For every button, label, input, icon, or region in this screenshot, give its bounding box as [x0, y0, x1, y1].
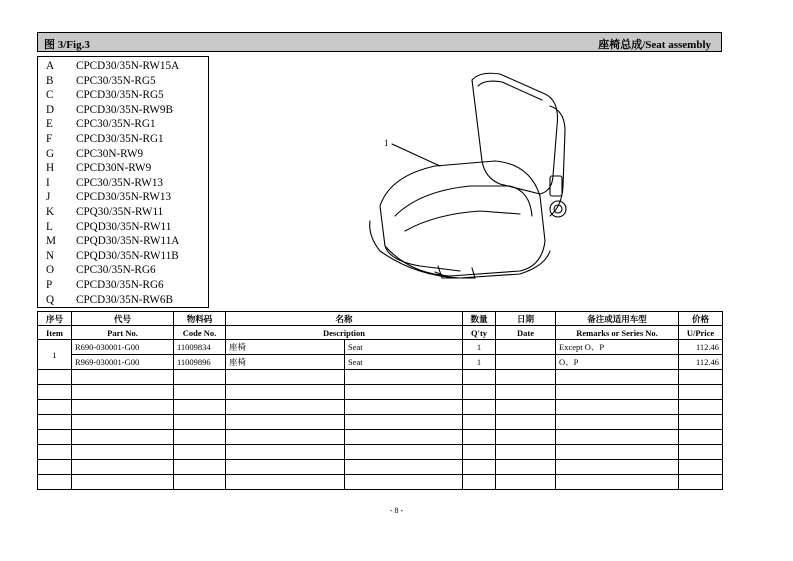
- empty-cell: [556, 415, 679, 430]
- model-row: [38, 293, 208, 308]
- desc-cn: 座椅: [226, 340, 345, 355]
- model-code: CPCD30N-RW9: [76, 162, 152, 175]
- empty-cell: [496, 475, 556, 490]
- model-key: O: [46, 264, 55, 277]
- model-code: CPCD30/35N-RW6B: [76, 293, 173, 306]
- qty: 1: [463, 340, 496, 355]
- empty-cell: [38, 415, 72, 430]
- date: [496, 340, 556, 355]
- empty-cell: [226, 385, 345, 400]
- col-code-en: Code No.: [174, 326, 226, 340]
- empty-cell: [463, 385, 496, 400]
- price: 112.46: [679, 340, 723, 355]
- col-price-cn: 价格: [679, 312, 723, 326]
- model-key: Q: [46, 293, 55, 306]
- model-key: B: [46, 74, 54, 87]
- empty-row: [38, 370, 723, 385]
- empty-row: [38, 385, 723, 400]
- empty-cell: [463, 430, 496, 445]
- model-row: [38, 234, 208, 249]
- desc-en: Seat: [345, 340, 463, 355]
- remarks: Except O、P: [556, 340, 679, 355]
- empty-cell: [463, 475, 496, 490]
- empty-cell: [174, 475, 226, 490]
- model-key: E: [46, 118, 53, 131]
- empty-cell: [38, 475, 72, 490]
- col-desc-en: Description: [226, 326, 463, 340]
- empty-cell: [38, 460, 72, 475]
- empty-cell: [72, 400, 174, 415]
- col-remarks-cn: 备注或适用车型: [556, 312, 679, 326]
- model-list: [37, 56, 209, 308]
- model-row: [38, 220, 208, 235]
- model-key: K: [46, 206, 55, 218]
- empty-cell: [345, 370, 463, 385]
- empty-cell: [38, 400, 72, 415]
- table-row: [38, 340, 723, 355]
- empty-cell: [174, 460, 226, 475]
- empty-cell: [679, 400, 723, 415]
- part-no: R690-030001-G00: [72, 340, 174, 355]
- model-code: CPQD30/35N-RW11: [76, 220, 172, 233]
- empty-cell: [72, 415, 174, 430]
- empty-cell: [496, 400, 556, 415]
- model-row: [38, 88, 208, 103]
- model-key: F: [46, 133, 53, 145]
- model-code: CPCD30/35N-RG5: [76, 89, 164, 102]
- empty-cell: [556, 460, 679, 475]
- empty-cell: [226, 370, 345, 385]
- model-row: [38, 147, 208, 162]
- model-code: CPC30/35N-RG1: [76, 118, 156, 131]
- code-no: 11009896: [174, 355, 226, 370]
- model-row: [38, 74, 208, 89]
- figure-header: [37, 32, 722, 52]
- empty-cell: [38, 370, 72, 385]
- table-row: [38, 355, 723, 370]
- assembly-title: 座椅总成/Seat assembly: [598, 39, 711, 51]
- empty-cell: [226, 400, 345, 415]
- empty-row: [38, 460, 723, 475]
- col-date-cn: 日期: [496, 312, 556, 326]
- empty-cell: [38, 385, 72, 400]
- col-part-cn: 代号: [72, 312, 174, 326]
- col-qty-en: Q'ty: [463, 326, 496, 340]
- empty-cell: [226, 475, 345, 490]
- model-code: CPQD30/35N-RW11B: [76, 249, 179, 262]
- empty-cell: [556, 445, 679, 460]
- model-code: CPCD30/35N-RG1: [76, 133, 164, 145]
- model-key: A: [46, 60, 55, 72]
- empty-cell: [496, 370, 556, 385]
- empty-cell: [463, 400, 496, 415]
- empty-row: [38, 445, 723, 460]
- item-number: 1: [38, 340, 72, 370]
- seat-illustration: [360, 66, 585, 281]
- col-desc-cn: 名称: [226, 312, 463, 326]
- model-code: CPC30/35N-RG5: [76, 74, 156, 87]
- empty-row: [38, 400, 723, 415]
- empty-cell: [72, 385, 174, 400]
- empty-cell: [345, 475, 463, 490]
- model-row: [38, 263, 208, 278]
- model-code: CPCD30/35N-RW9B: [76, 103, 173, 116]
- model-key: D: [46, 103, 55, 116]
- model-row: [38, 59, 208, 74]
- model-code: CPCD30/35N-RW13: [76, 191, 172, 204]
- empty-cell: [38, 430, 72, 445]
- empty-cell: [345, 430, 463, 445]
- empty-cell: [463, 460, 496, 475]
- date: [496, 355, 556, 370]
- empty-cell: [679, 475, 723, 490]
- col-date-en: Date: [496, 326, 556, 340]
- empty-cell: [556, 430, 679, 445]
- empty-cell: [72, 460, 174, 475]
- empty-cell: [496, 460, 556, 475]
- empty-cell: [556, 475, 679, 490]
- empty-cell: [174, 445, 226, 460]
- model-code: CPC30N-RW9: [76, 147, 144, 160]
- price: 112.46: [679, 355, 723, 370]
- model-key: J: [46, 191, 51, 204]
- model-key: G: [46, 147, 55, 160]
- desc-en: Seat: [345, 355, 463, 370]
- model-code: CPCD30/35N-RW15A: [76, 60, 180, 72]
- empty-cell: [72, 370, 174, 385]
- col-part-en: Part No.: [72, 326, 174, 340]
- col-code-cn: 物料码: [174, 312, 226, 326]
- empty-cell: [174, 370, 226, 385]
- empty-cell: [345, 400, 463, 415]
- model-row: [38, 103, 208, 118]
- model-row: [38, 205, 208, 220]
- model-code: CPQ30/35N-RW11: [76, 206, 164, 218]
- model-row: [38, 132, 208, 147]
- model-key: N: [46, 249, 55, 262]
- empty-cell: [463, 445, 496, 460]
- model-code: CPC30/35N-RW13: [76, 176, 164, 189]
- model-key: C: [46, 89, 54, 102]
- empty-cell: [345, 385, 463, 400]
- empty-cell: [679, 430, 723, 445]
- qty: 1: [463, 355, 496, 370]
- model-code: CPQD30/35N-RW11A: [76, 235, 180, 248]
- empty-cell: [226, 445, 345, 460]
- empty-cell: [679, 385, 723, 400]
- model-code: CPCD30/35N-RG6: [76, 279, 164, 291]
- empty-cell: [556, 385, 679, 400]
- empty-row: [38, 415, 723, 430]
- model-key: P: [46, 279, 53, 291]
- part-no: R969-030001-G00: [72, 355, 174, 370]
- empty-cell: [174, 385, 226, 400]
- empty-cell: [174, 430, 226, 445]
- model-row: [38, 161, 208, 176]
- empty-cell: [226, 430, 345, 445]
- remarks: O、P: [556, 355, 679, 370]
- model-key: I: [46, 176, 50, 189]
- col-item-cn: 序号: [38, 312, 72, 326]
- empty-cell: [345, 460, 463, 475]
- empty-row: [38, 475, 723, 490]
- empty-cell: [679, 415, 723, 430]
- empty-cell: [679, 445, 723, 460]
- empty-cell: [556, 370, 679, 385]
- empty-cell: [496, 415, 556, 430]
- model-code: CPC30/35N-RG6: [76, 264, 156, 277]
- empty-cell: [72, 475, 174, 490]
- callout-1: 1: [384, 138, 389, 148]
- empty-cell: [72, 430, 174, 445]
- parts-table: [37, 311, 723, 490]
- model-row: [38, 190, 208, 205]
- model-row: [38, 249, 208, 264]
- empty-row: [38, 430, 723, 445]
- model-key: M: [46, 235, 56, 248]
- empty-cell: [174, 415, 226, 430]
- model-key: H: [46, 162, 55, 175]
- empty-cell: [496, 445, 556, 460]
- col-remarks-en: Remarks or Series No.: [556, 326, 679, 340]
- empty-cell: [496, 430, 556, 445]
- empty-cell: [679, 370, 723, 385]
- empty-cell: [72, 445, 174, 460]
- empty-cell: [345, 445, 463, 460]
- empty-cell: [226, 415, 345, 430]
- empty-cell: [226, 460, 345, 475]
- col-item-en: Item: [38, 326, 72, 340]
- model-row: [38, 176, 208, 191]
- model-row: [38, 117, 208, 132]
- page-number: - 8 -: [389, 506, 404, 515]
- col-price-en: U/Price: [679, 326, 723, 340]
- empty-cell: [463, 370, 496, 385]
- empty-cell: [679, 460, 723, 475]
- model-key: L: [46, 220, 53, 233]
- empty-cell: [556, 400, 679, 415]
- col-qty-cn: 数量: [463, 312, 496, 326]
- desc-cn: 座椅: [226, 355, 345, 370]
- empty-cell: [345, 415, 463, 430]
- empty-cell: [496, 385, 556, 400]
- figure-label: 图 3/Fig.3: [44, 39, 90, 51]
- code-no: 11009834: [174, 340, 226, 355]
- empty-cell: [174, 400, 226, 415]
- empty-cell: [38, 445, 72, 460]
- model-row: [38, 278, 208, 293]
- empty-cell: [463, 415, 496, 430]
